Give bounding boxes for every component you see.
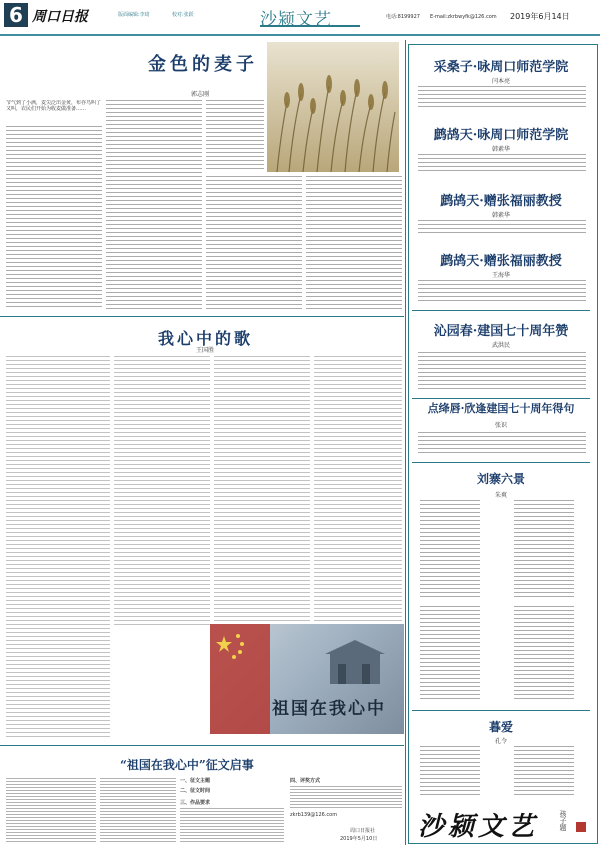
section-title: 沙颍文艺 (260, 10, 332, 30)
sidebar-poem-7-col-4 (514, 606, 574, 702)
notice-section-4: 四、评奖方式 (290, 778, 321, 784)
poem-col-1 (6, 356, 110, 740)
poem-col-3 (214, 356, 310, 626)
article-col-3b (206, 100, 264, 170)
section-title-tag (260, 5, 360, 30)
wheat-illustration (267, 42, 399, 172)
section-divider-1 (0, 316, 404, 317)
notice-col-4 (290, 786, 402, 810)
email-address: E-mail:zkrbwyfk@126.com (430, 14, 497, 20)
sidebar-poem-5-body (418, 352, 586, 392)
poem-feature-title: 我心中的歌 (158, 329, 254, 348)
seal-stamp (576, 822, 586, 832)
sidebar-poem-5-title: 沁园春·建国七十周年赞 (433, 324, 569, 339)
sidebar-poem-3-body (418, 220, 586, 234)
sidebar-poem-2-body (418, 154, 586, 172)
notice-section-2: 二、征文时间 (180, 788, 211, 794)
sidebar-poem-7-title: 刘寨六景 (476, 472, 525, 486)
issue-date: 2019年6月14日 (510, 12, 570, 21)
notice-col-2 (100, 778, 176, 842)
wheat-image (267, 42, 399, 172)
editor-info: 版面编辑:李琦 (118, 12, 150, 18)
poem-feature-author: 王国胜 (195, 347, 214, 354)
article-col-2 (106, 100, 202, 310)
header-bar (0, 0, 600, 36)
footer-logo-text: 沙颍文艺 (418, 812, 539, 842)
sidebar-poem-8-author: 孔令 (494, 738, 507, 745)
poem-col-4 (314, 356, 402, 626)
hotline: 电话:8199927 (386, 14, 420, 20)
paper-name: 周口日报 (32, 9, 88, 25)
sidebar-poem-1-title: 采桑子·咏周口师范学院 (433, 60, 569, 75)
sidebar-divider-1 (412, 310, 590, 311)
sidebar-poem-3-author: 韩素华 (491, 212, 510, 219)
notice-section-3: 三、作品要求 (180, 800, 211, 806)
sidebar-poem-1-body (418, 86, 586, 108)
main-article-opening: 节气到了小满，麦尖泛出金黄，布谷鸟叫了又叫，农民们开始为收麦做准备…… (6, 100, 102, 112)
sidebar-poem-8-col-1 (420, 746, 480, 798)
sidebar-poem-1-author: 闫本亮 (491, 78, 510, 85)
article-col-1 (6, 126, 102, 310)
notice-section-1: 一、征文主题 (180, 778, 211, 784)
notice-col-1 (6, 778, 96, 842)
sidebar-poem-6-title: 点绛唇·欣逢建国七十周年得句 (427, 402, 575, 415)
main-article-title: 金色的麦子 (148, 54, 258, 75)
article-col-4 (306, 176, 402, 310)
header-rule (0, 34, 600, 36)
sidebar-poem-7-author: 朱爽 (494, 492, 507, 499)
sidebar-poem-3-title: 鹧鸪天·赠张福丽教授 (440, 194, 562, 209)
sidebar-poem-7-col-3 (420, 606, 480, 702)
sidebar-poem-7-col-2 (514, 500, 574, 600)
sidebar-poem-5-author: 武洪民 (491, 342, 510, 349)
page-number-box (4, 3, 28, 27)
article-col-3 (206, 176, 302, 310)
page-number: 6 (9, 3, 23, 27)
sidebar-poem-6-author: 张识 (494, 422, 507, 429)
footer-logo-signature: 孩子题 (559, 810, 567, 831)
column-divider (405, 40, 406, 845)
sidebar-poem-8-title: 暮爱 (488, 720, 513, 734)
sidebar-divider-4 (412, 710, 590, 711)
footer-logo (416, 804, 590, 844)
banner-text: 祖国在我心中 (272, 699, 386, 719)
motherland-banner (210, 624, 404, 734)
sidebar-divider-2 (412, 398, 590, 399)
notice-email: zkrb139@126.com (290, 812, 338, 818)
main-article-author: 郭志刚 (190, 91, 209, 98)
notice-org: 周口日报社 (350, 828, 376, 834)
notice-col-3 (180, 808, 284, 842)
sidebar-poem-7-col-1 (420, 500, 480, 600)
notice-title: “祖国在我心中”征文启事 (120, 758, 254, 772)
sidebar-poem-4-author: 王海华 (491, 272, 510, 279)
poem-col-2 (114, 356, 210, 626)
section-divider-2 (0, 745, 404, 746)
sidebar-poem-8-col-2 (514, 746, 574, 798)
sidebar-poem-2-title: 鹧鸪天·咏周口师范学院 (433, 128, 569, 143)
sidebar-poem-2-author: 韩素华 (491, 146, 510, 153)
sidebar-poem-4-title: 鹧鸪天·赠张福丽教授 (440, 254, 562, 269)
sidebar-poem-4-body (418, 280, 586, 302)
notice-date: 2019年5月10日 (340, 836, 378, 842)
sidebar-divider-3 (412, 462, 590, 463)
reviewer-info: 校对:张跃 (172, 12, 194, 18)
sidebar-poem-6-body (418, 432, 586, 454)
